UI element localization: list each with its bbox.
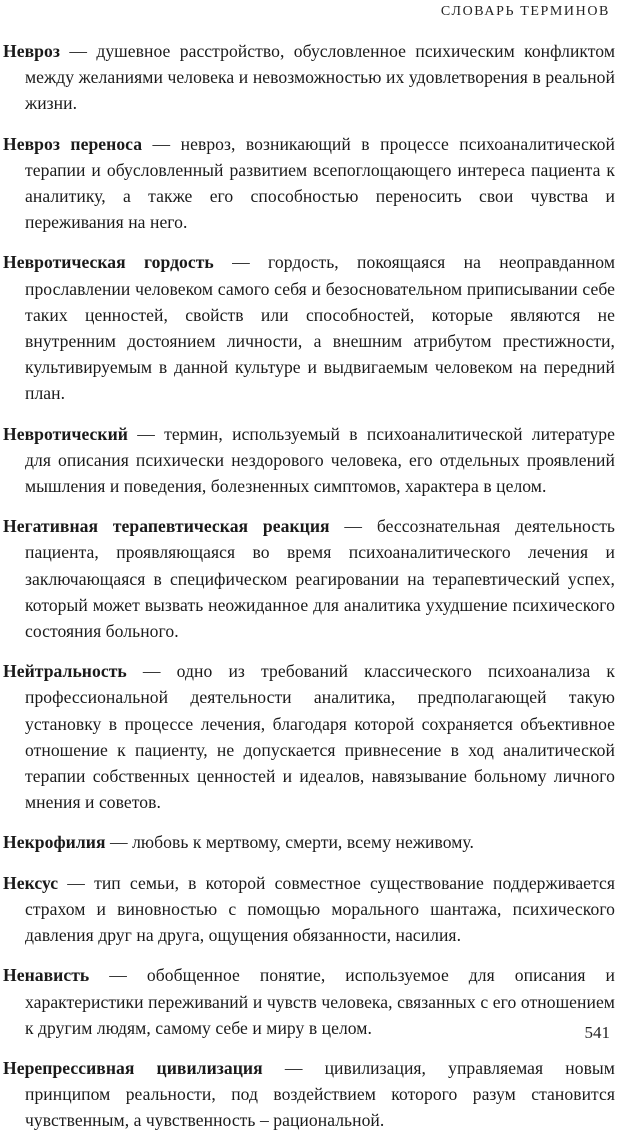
glossary-entry bbox=[3, 829, 615, 855]
running-head: СЛОВАРЬ ТЕРМИНОВ bbox=[440, 4, 610, 19]
glossary-entry bbox=[3, 131, 615, 236]
entry-term: Нерепрессивная цивилизация bbox=[3, 1057, 263, 1078]
entry-definition: — гордость, покоящаяся на неоправданном прославлении человеком самого себя и безосновательном приписывании себе таких ценностей, свойств или способностей, которые являются не внутренним достоянием личности, а внешним атрибутом престижности, культивируемым в данной культуре и выдвигаемым человеком на передний план. bbox=[25, 252, 615, 404]
entry-definition: — тип семьи, в которой совместное существование поддерживается страхом и виновностью с помощью морального шантажа, психического давления друг на друга, ощущения обязанности, насилия. bbox=[25, 872, 615, 946]
glossary-entry bbox=[3, 38, 615, 117]
glossary-entries bbox=[3, 38, 615, 1148]
entry-term: Нексус bbox=[3, 872, 59, 893]
entry-definition: — бессознательная деятельность пациента, проявляющаяся во время психоаналитического лечения и заключающаяся в специфическом реагировании на терапевтический успех, который может вызвать неожиданное для аналитика ухудшение психического состояния больного. bbox=[25, 516, 616, 642]
glossary-entry bbox=[3, 1055, 615, 1134]
entry-term: Невроз переноса bbox=[3, 133, 143, 154]
glossary-entry bbox=[3, 658, 615, 815]
entry-definition: — обобщенное понятие, используемое для описания и характеристики переживаний и чувств человека, связанных с его отношением к другим людям, самому себе и миру в целом. bbox=[25, 965, 615, 1038]
entry-definition: — душевное расстройство, обусловленное психическим конфликтом между желаниями человека и невозможностью их удовлетворения в реальной жизни. bbox=[25, 41, 616, 114]
glossary-entry bbox=[3, 870, 615, 949]
entry-term: Невротический bbox=[3, 423, 128, 444]
glossary-entry bbox=[3, 962, 615, 1041]
entry-term: Невроз bbox=[3, 41, 60, 61]
entry-term: Ненависть bbox=[3, 965, 90, 986]
glossary-entry bbox=[3, 421, 615, 500]
entry-definition: — цивилизация, управляемая новым принципом реальности, под воздействием которого разум становится чувственным, а чувственность – рациональной. bbox=[25, 1057, 615, 1131]
entry-term: Нейтральность bbox=[3, 661, 127, 682]
glossary-entry bbox=[3, 249, 615, 406]
entry-term: Некрофилия bbox=[3, 832, 106, 853]
glossary-entry bbox=[3, 513, 615, 644]
entry-term: Невротическая гордость bbox=[3, 252, 214, 273]
page-number: 541 bbox=[584, 1023, 610, 1042]
entry-definition: — одно из требований классического психоанализа к профессиональной деятельности аналитика, предполагающей такую установку в процессе лечения, благодаря которой сохраняется объективное отношение к пациенту, не допускается привнесение в ход аналитической терапии собственных ценностей и идеалов, навязывание больному личного мнения и советов. bbox=[25, 661, 615, 813]
entry-definition: — невроз, возникающий в процессе психоаналитической терапии и обусловленный развитием всепоглощающего интереса пациента к аналитику, а также его способностью переносить свои чувства и переживания на него. bbox=[25, 133, 615, 233]
entry-term: Негативная терапевтическая реакция bbox=[3, 516, 330, 537]
entry-definition: — любовь к мертвому, смерти, всему неживому. bbox=[110, 832, 474, 853]
entry-definition: — термин, используемый в психоаналитической литературе для описания психически нездорового человека, его отдельных проявлений мышления и поведения, болезненных симптомов, характера в целом. bbox=[25, 423, 616, 497]
